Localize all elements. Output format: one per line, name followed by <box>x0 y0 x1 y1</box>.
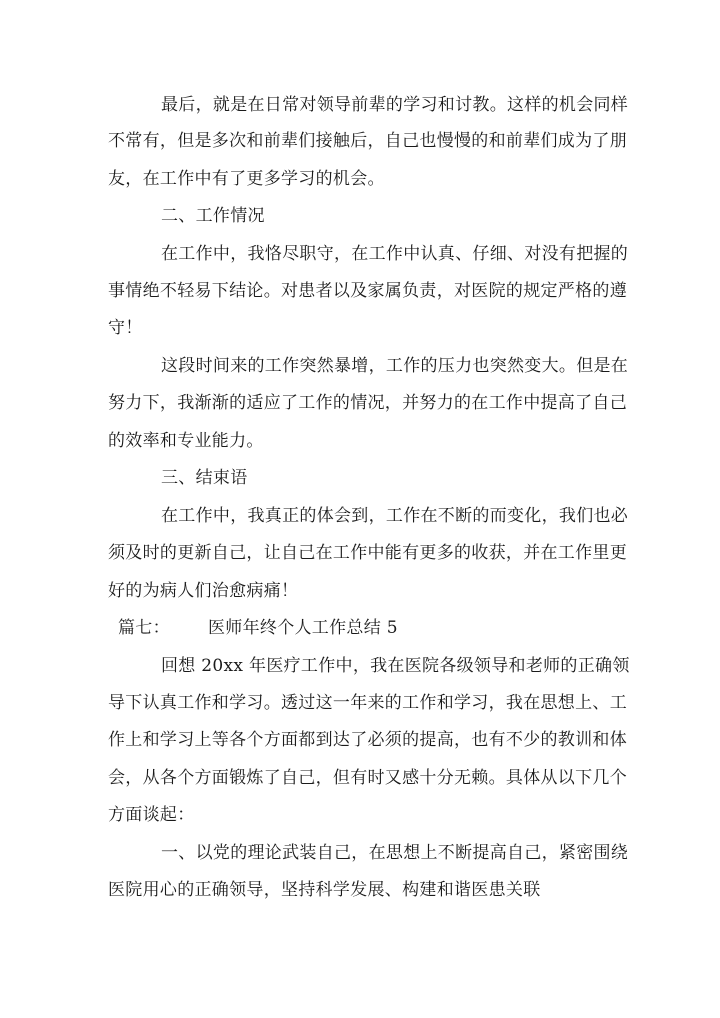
paragraph-line: 方面谈起： <box>108 805 195 825</box>
paragraph-line: 在工作中，我恪尽职守，在工作中认真、仔细、对没有把握的 <box>161 244 629 264</box>
paragraph-line: 好的为病人们治愈病痛！ <box>108 581 299 601</box>
paragraph-line: 友，在工作中有了更多学习的机会。 <box>108 169 385 189</box>
paragraph-line: 导下认真工作和学习。透过这一年来的工作和学习，我在思想上、工 <box>108 693 627 713</box>
paragraph-line: 不常有，但是多次和前辈们接触后，自己也慢慢的和前辈们成为了朋 <box>108 131 627 151</box>
section-heading: 三、结束语 <box>161 468 248 488</box>
paragraph-line: 一、以党的理论武装自己，在思想上不断提高自己，紧密围绕 <box>161 843 629 863</box>
paragraph-line: 守！ <box>108 318 143 338</box>
paragraph-line: 最后，就是在日常对领导前辈的学习和讨教。这样的机会同样 <box>161 95 629 115</box>
section-heading: 二、工作情况 <box>161 206 265 226</box>
chapter-heading <box>118 617 613 639</box>
paragraph-line: 这段时间来的工作突然暴增，工作的压力也突然变大。但是在 <box>161 356 629 376</box>
paragraph-line: 回想 20xx 年医疗工作中，我在医院各级领导和老师的正确领 <box>161 656 630 676</box>
paragraph-line: 会，从各个方面锻炼了自己，但有时又感十分无赖。具体从以下几个 <box>108 768 627 788</box>
paragraph-line: 须及时的更新自己，让自己在工作中能有更多的收获，并在工作里更 <box>108 543 627 563</box>
chapter-label: 篇七： <box>118 618 170 638</box>
paragraph-line: 作上和学习上等各个方面都到达了必须的提高，也有不少的教训和体 <box>108 730 627 750</box>
paragraph-line: 事情绝不轻易下结论。对患者以及家属负责，对医院的规定严格的遵 <box>108 281 627 301</box>
paragraph-line: 的效率和专业能力。 <box>108 431 264 451</box>
paragraph-line: 在工作中，我真正的体会到，工作在不断的而变化，我们也必 <box>161 506 629 526</box>
paragraph-line: 医院用心的正确领导，坚持科学发展、构建和谐医患关联 <box>108 880 541 900</box>
chapter-title: 医师年终个人工作总结 5 <box>208 618 398 638</box>
paragraph-line: 努力下，我渐渐的适应了工作的情况，并努力的在工作中提高了自己 <box>108 393 627 413</box>
